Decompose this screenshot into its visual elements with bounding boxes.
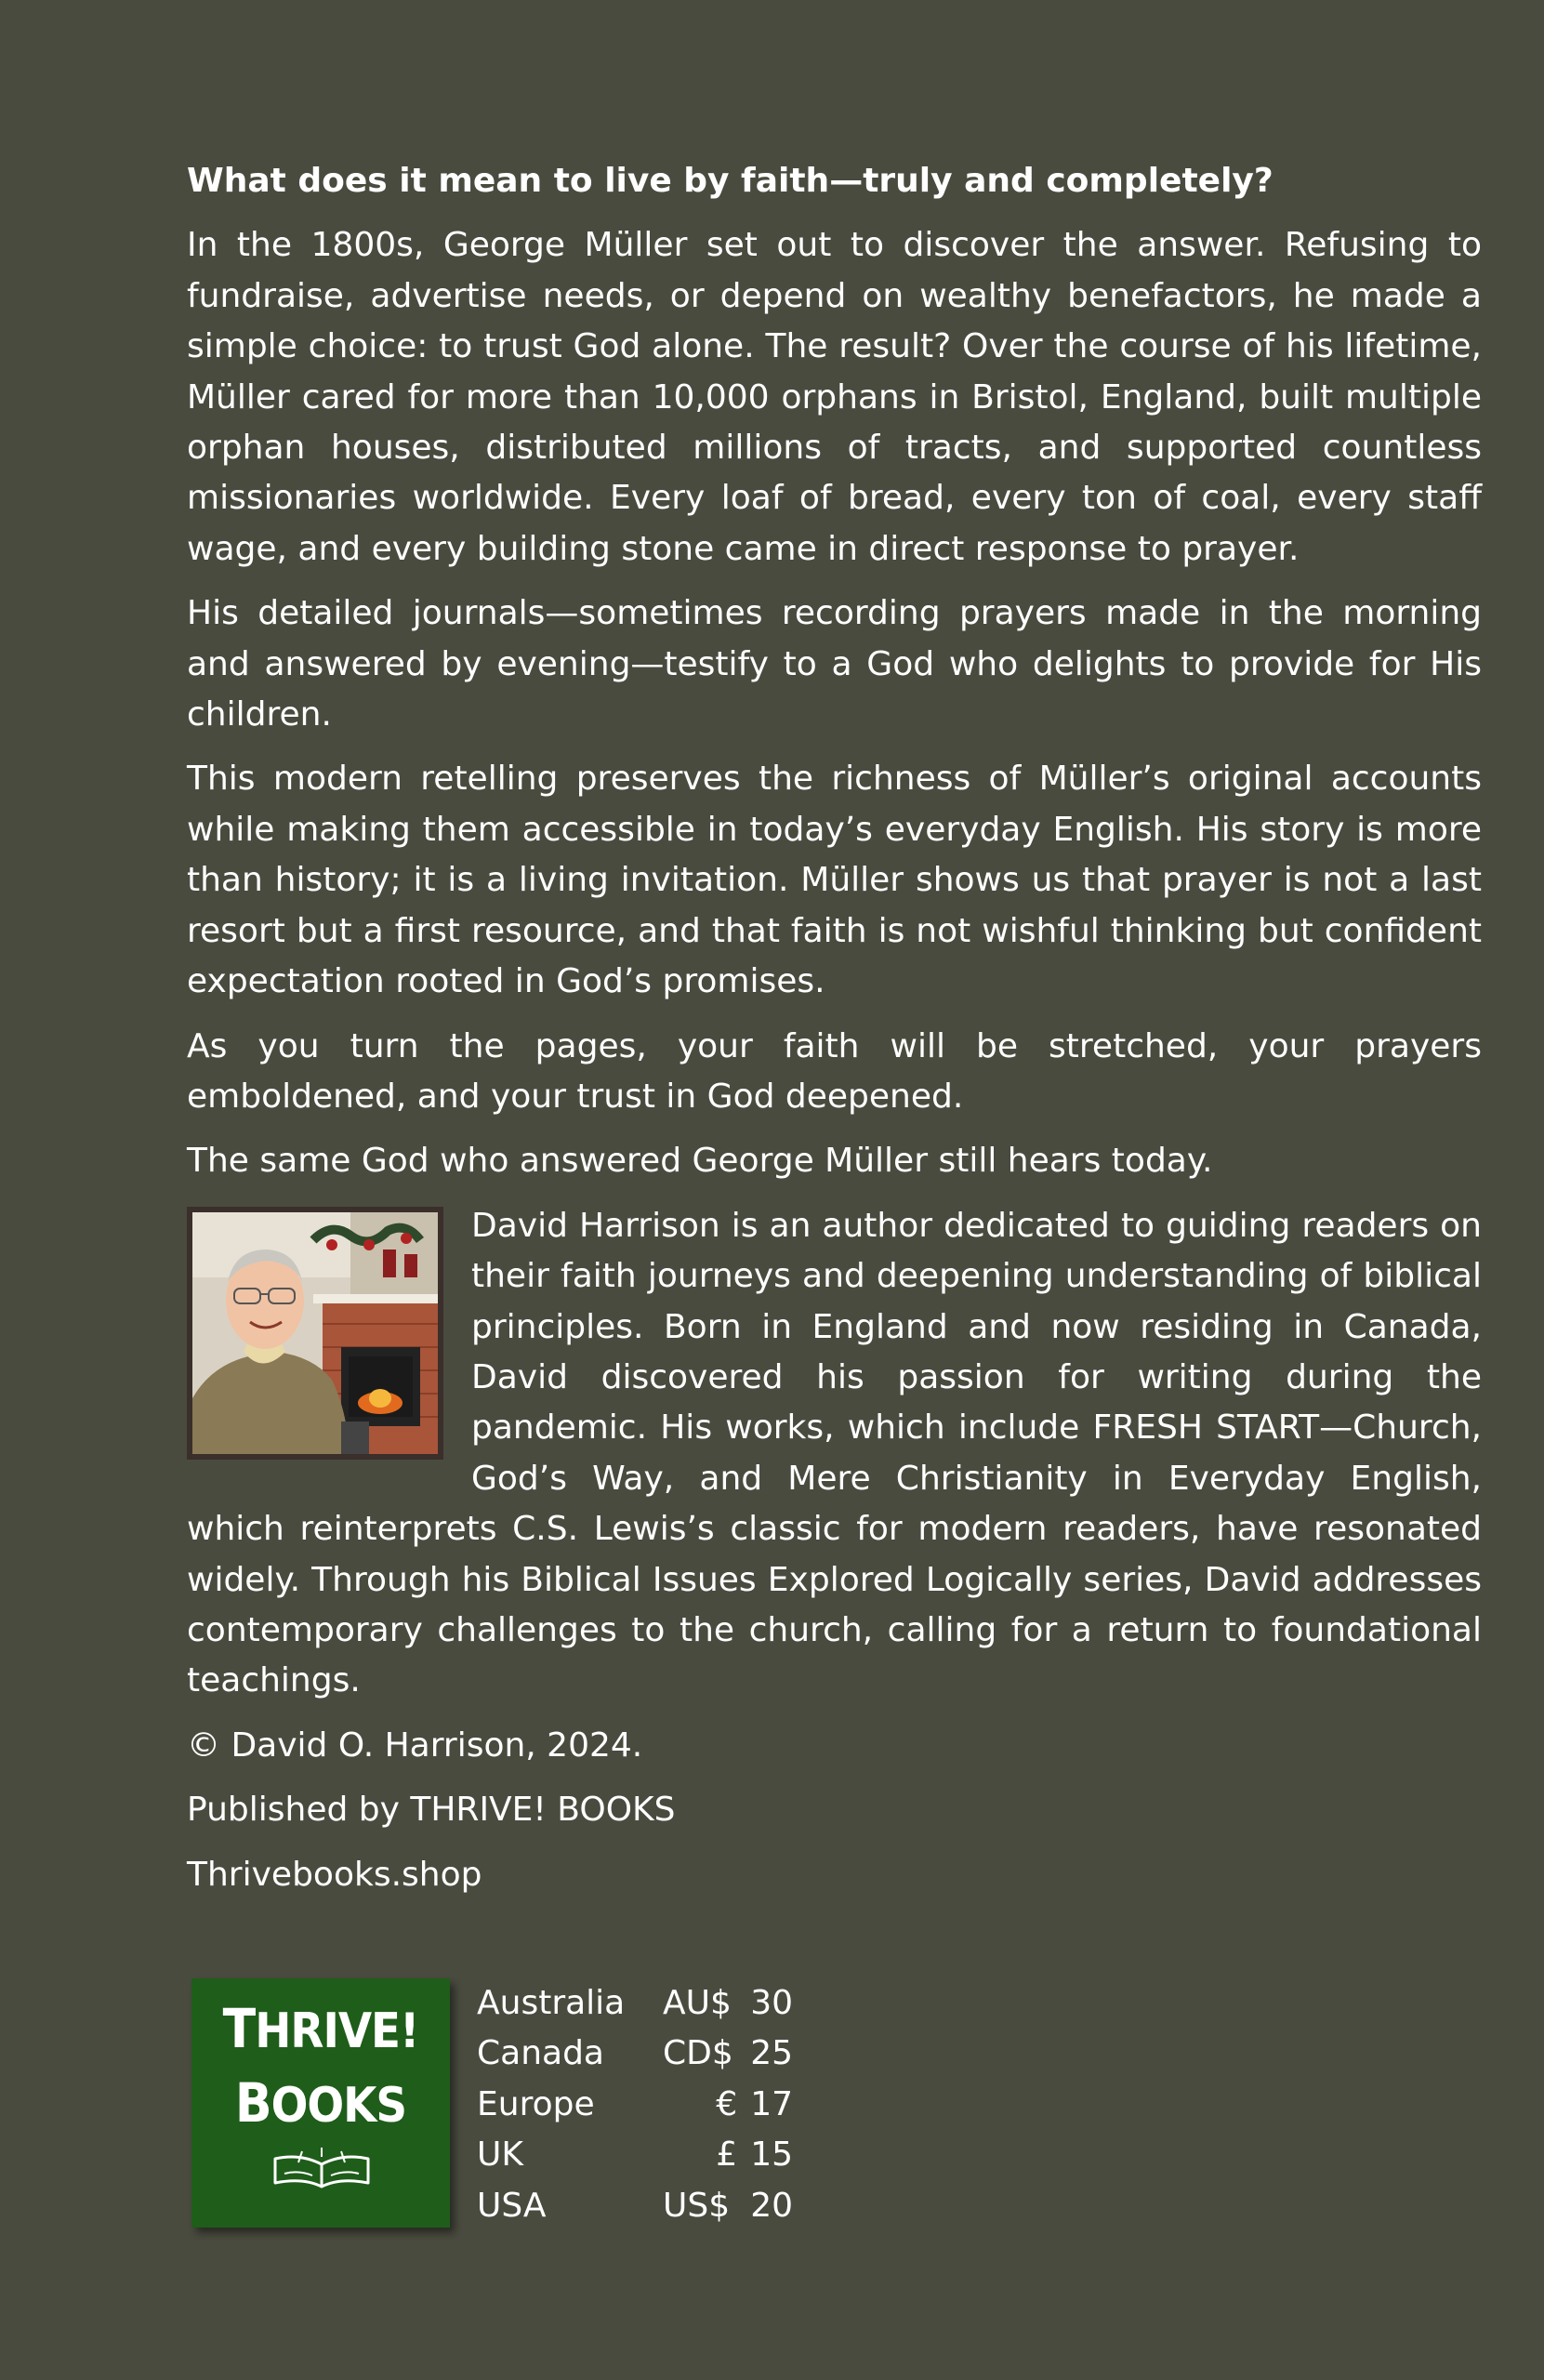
blurb-heading: What does it mean to live by faith—truly and completely?	[187, 162, 1273, 200]
publisher-line: Published by THRIVE! BOOKS	[187, 1791, 676, 1830]
price-row	[477, 1978, 793, 2029]
logo-line-2: BOOKS	[234, 2071, 407, 2135]
price-amount: 25	[750, 2034, 793, 2073]
logo-line-1: THRIVE!	[222, 1997, 419, 2060]
blurb-area	[187, 156, 1482, 1914]
price-country: USA	[477, 2186, 547, 2225]
website-link[interactable]: Thrivebooks.shop	[187, 1855, 482, 1894]
price-currency: CD$	[663, 2034, 733, 2073]
price-amount: 17	[750, 2084, 793, 2123]
price-country: Europe	[477, 2084, 595, 2123]
copyright-notice: © David O. Harrison, 2024.	[187, 1726, 643, 1765]
price-country: UK	[477, 2135, 523, 2175]
price-row	[477, 2130, 793, 2180]
blurb-paragraph-2: His detailed journals—sometimes recording prayers made in the morning and answered by evening—testify to a God who delights to provide for His children.	[187, 594, 1482, 734]
price-currency: US$	[663, 2186, 731, 2225]
price-currency: €	[716, 2084, 738, 2123]
price-amount: 15	[750, 2135, 793, 2175]
author-bio: David Harrison is an author dedicated to guiding readers on their faith journeys and deepening understanding of biblical principles. Born in England and now residing in Canada, David discovered his passion for writing during the pandemic. His works, which include FRESH START—Church, God’s Way, and Mere Christianity in Everyday English, which reinterprets C.S. Lewis’s classic for modern readers, have resonated widely. Through his Biblical Issues Explored Logically series, David addresses contemporary challenges to the church, calling for a return to foundational teachings.	[187, 1206, 1482, 1700]
blurb-paragraph-1: In the 1800s, George Müller set out to discover the answer. Refusing to fundraise, advertise needs, or depend on wealthy benefactors, he made a simple choice: to trust God alone. The result? Over the course of his lifetime, Müller cared for more than 10,000 orphans in Bristol, England, built multiple orphan houses, distributed millions of tracts, and supported countless missionaries worldwide. Every loaf of bread, every ton of coal, every staff wage, and every building stone came in direct response to prayer.	[187, 226, 1482, 568]
price-row	[477, 2080, 793, 2130]
price-amount: 20	[750, 2186, 793, 2225]
price-amount: 30	[750, 1984, 793, 2022]
price-currency: £	[716, 2135, 738, 2175]
publisher-logo	[191, 1978, 450, 2228]
price-row	[477, 2181, 793, 2231]
author-photo	[187, 1207, 443, 1460]
footer-area	[191, 1978, 842, 2229]
price-country: Australia	[477, 1984, 626, 2022]
blurb-paragraph-4: As you turn the pages, your faith will be stretched, your prayers emboldened, and your trust in God deepened.	[187, 1026, 1482, 1116]
price-row	[477, 2029, 793, 2079]
blurb-paragraph-3: This modern retelling preserves the richness of Müller’s original accounts while making them accessible in today’s everyday English. His story is more than history; it is a living invitation. Müller shows us that prayer is not a last resort but a first resource, and that faith is not wishful thinking but confident expectation rooted in God’s promises.	[187, 760, 1482, 1001]
open-book-icon	[271, 2146, 373, 2190]
price-currency: AU$	[663, 1984, 732, 2022]
price-list	[477, 1978, 793, 2231]
price-country: Canada	[477, 2034, 604, 2073]
blurb-paragraph-5: The same God who answered George Müller still hears today.	[187, 1142, 1213, 1181]
